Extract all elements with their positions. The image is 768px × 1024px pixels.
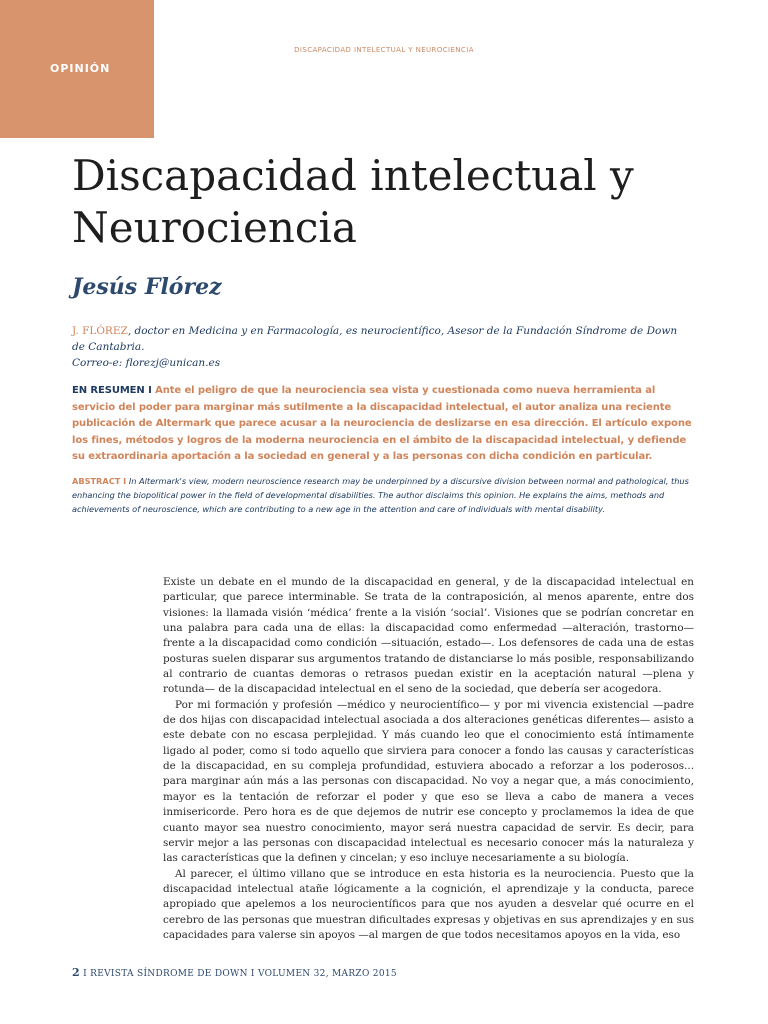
section-tag-block bbox=[0, 0, 154, 138]
body-paragraph: Al parecer, el último villano que se introduce en esta historia es la neurociencia. Puesto que la discapacidad intelectual atañe lógicamente a la cognición, el aprendizaje y la conducta, parece apropiado que apelemos a los neurocientíficos para que nos ayuden a desvelar qué ocurre en el cerebro de las personas que muestran dificultades expresas y objetivas en sus aprendizajes y en sus capacidades para valerse sin apoyos —al margen de que todos necesitamos apoyos en la vida, eso bbox=[163, 867, 694, 941]
section-tag: OPINIÓN bbox=[50, 62, 111, 75]
footer-text: I REVISTA SÍNDROME DE DOWN I VOLUMEN 32, MARZO 2015 bbox=[79, 969, 397, 979]
body-paragraph: Existe un debate en el mundo de la discapacidad en general, y de la discapacidad intelectual en particular, que parece interminable. Se trata de la contraposición, al menos aparente, entre dos visiones: la llamada visión ‘médica’ frente a la visión ‘social’. Visiones que se podrían concretar en una palabra para cada una de ellas: la discapacidad como enfermedad —alteración, trastorno— frente a la discapacidad como condición —situación, estado—. Los defensores de cada una de estas posturas suelen disparar sus argumentos tratando de distanciarse lo más posible, responsabilizando al contrario de cuantas demoras o retrasos puedan existir en la aceptación natural —plena y rotunda— de la discapacidad intelectual en el seno de la sociedad, que debería ser acogedora. bbox=[163, 576, 694, 696]
article-body bbox=[163, 575, 694, 943]
affiliation-name: J. FLÓREZ bbox=[72, 325, 128, 337]
page-number: 2 bbox=[72, 966, 80, 979]
running-head: DISCAPACIDAD INTELECTUAL Y NEUROCIENCIA bbox=[294, 46, 474, 54]
author-name: Jesús Flórez bbox=[72, 274, 222, 300]
author-email: Correo-e: florezj@unican.es bbox=[72, 357, 221, 369]
author-affiliation bbox=[72, 323, 692, 371]
abstract-block bbox=[72, 474, 698, 516]
title-line-1: Discapacidad intelectual y bbox=[72, 151, 634, 200]
summary-block bbox=[72, 383, 698, 466]
abstract-text: In Altermark's view, modern neuroscience research may be underpinned by a discursive division between normal and pathological, thus enhancing the biopolitical power in the field of developmental disabilities. The author disclaims this opinion. He explains the aims, methods and achievements of neuroscience, which are contributing to a new age in the attention and care of individuals with mental disability. bbox=[72, 476, 689, 514]
abstract-label: ABSTRACT I bbox=[72, 476, 127, 486]
article-title bbox=[72, 150, 712, 254]
affiliation-text: , doctor en Medicina y en Farmacología, es neurocientífico, Asesor de la Fundación Síndrome de Down de Cantabria. bbox=[72, 325, 678, 353]
summary-text: Ante el peligro de que la neurociencia sea vista y cuestionada como nueva herramienta al servicio del poder para marginar más sutilmente a la discapacidad intelectual, el autor analiza una reciente publicación de Altermark que parece acusar a la neurociencia de deslizarse en esa dirección. El artículo expone los fines, métodos y logros de la moderna neurociencia en el ámbito de la discapacidad intelectual, y defiende su extraordinaria aportación a la sociedad en general y a las personas con dicha condición en particular. bbox=[72, 385, 692, 462]
body-paragraph: Por mi formación y profesión —médico y neurocientífico— y por mi vivencia existencial —padre de dos hijas con discapacidad intelectual asociada a dos alteraciones genéticas diferentes— asisto a este debate con no escasa perplejidad. Y más cuando leo que el conocimiento está íntimamente ligado al poder, como si todo aquello que sirviera para conocer a fondo las causas y características de la discapacidad, en su compleja profundidad, estuviera abocado a reforzar a los poderosos... para marginar aún más a las personas con discapacidad. No voy a negar que, a más conocimiento, mayor es la tentación de reforzar el poder y que eso se lleva a cabo de manera a veces inmisericorde. Pero hora es de que dejemos de nutrir ese concepto y proclamemos la idea de que cuanto mayor sea nuestro conocimiento, mayor será nuestra capacidad de servir. Es decir, para servir mejor a las personas con discapacidad intelectual es necesario conocer más la naturaleza y las características que la definen y cincelan; y eso incluye necesariamente a su biología. bbox=[163, 698, 694, 865]
title-line-2: Neurociencia bbox=[72, 203, 357, 252]
page-footer bbox=[72, 966, 397, 979]
summary-label: EN RESUMEN I bbox=[72, 385, 152, 396]
